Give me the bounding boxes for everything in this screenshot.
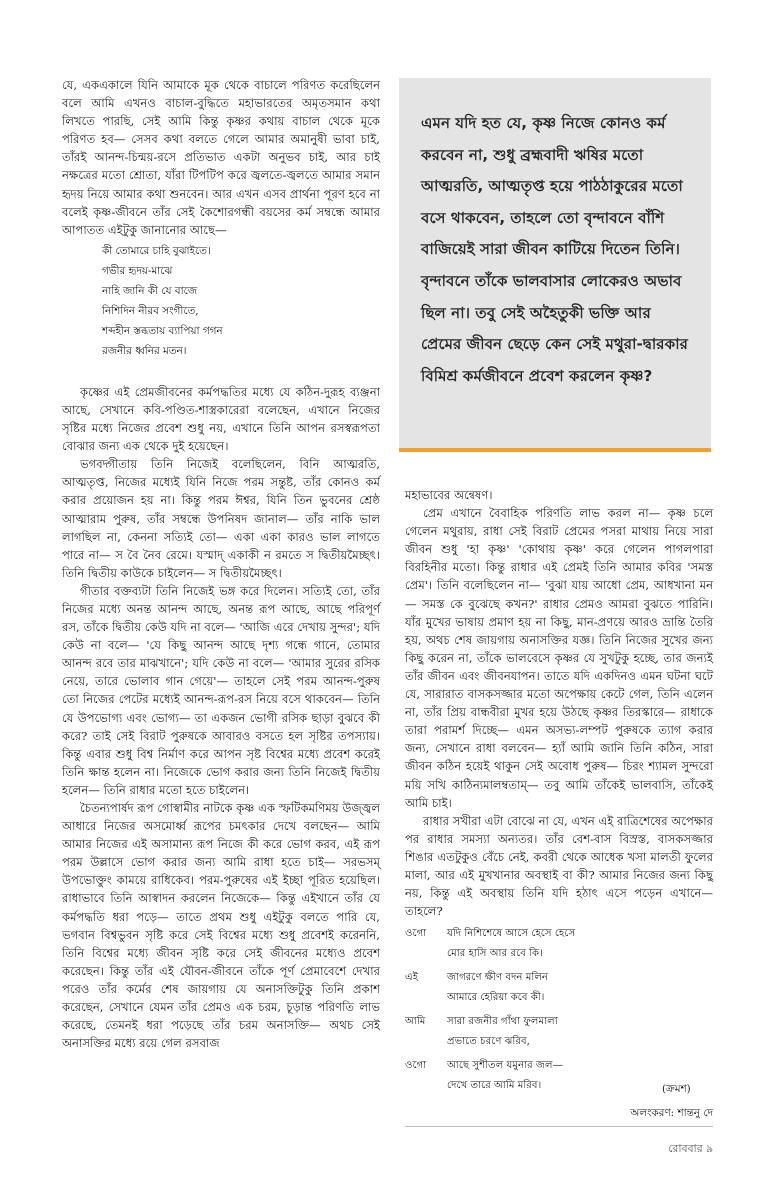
article-left-column xyxy=(62,76,380,1052)
pull-quote-accent-bar xyxy=(399,448,711,452)
song-line: দেখে তারে আমি মরিব। xyxy=(447,1080,542,1092)
poem-quote xyxy=(102,241,380,361)
song-line: সারা রজনীর গাঁথা ফুলমালা xyxy=(447,1016,558,1028)
song-speaker: আমি xyxy=(405,1016,426,1028)
song-quote xyxy=(405,924,713,1096)
footer-divider xyxy=(405,1126,713,1127)
poem-line: নিশিদিন নীরব সংগীতে, xyxy=(102,304,199,317)
page-number-label: রোববার ৯ xyxy=(668,1142,713,1155)
body-paragraph: মহাভাবের অন্বেষণ। xyxy=(405,488,493,502)
poem-line: কী তোমারে চাহি বুঝাইতে। xyxy=(102,244,211,257)
song-stanza xyxy=(405,968,713,1008)
poem-line: নাহি জানি কী যে বাজে xyxy=(102,284,198,297)
song-line: জাগরণে ক্ষীণ বদন মলিন xyxy=(447,972,548,984)
song-stanza xyxy=(405,924,713,964)
song-line: যদি নিশিশেষে আসে হেসে হেসে xyxy=(447,928,576,940)
body-paragraph: প্রেম এখানে বৈবাহিক পরিণতি লাভ করল না— কৃষ্ণ চলে গেলেন মথুরায়, রাধা সেই বিরাট প্রেমের পসরা মাথায় নিয়ে সারা জীবন শুধু 'হা কৃষ্ণ' 'কোথায় কৃষ্ণ' করে গেলেন পাগলপারা বিরহিনীর মতো। কিন্তু রাধার এই প্রেমই তিনি আমার কবির 'সমস্ত প্রেম'। তিনি বলেছিলেন না— 'বুঝা যায় আধো প্রেম, আধখানা মন— সমস্ত কে বুঝেছে কখন?' রাধার প্রেমও আমরা বুঝতে পারিনি। যাঁর মুখের ভাষায় প্রমাণ হয় না কিছু, মান-প্রণয়ে আরও ভ্রান্তি তৈরি হয়, অথচ শেষ জায়গায় অনাসক্তির যজ্ঞ। তিনি নিজের সুখের জন্য কিছু করেন না, তাঁকে ভালবেসে কৃষ্ণর যে সুখটুকু হচ্ছে, তার জন্যই তাঁর জীবন এবং জীবনযাপন। তাতে যদি একদিনও এমন ঘটনা ঘটে যে, সারারাত বাসকসজ্জার মতো অপেক্ষায় কেটে গেল, তিনি এলেন না, তাঁর প্রিয় বান্ধবীরা মুখর হয়ে উঠছে কৃষ্ণর তিরস্কারে— রাধাকে তারা পরামর্শ দিচ্ছে— এমন অসভ্য-লম্পট পুরুষকে ত্যাগ করার জন্য, সেখানে রাধা বলবেন— হ্যাঁ আমি জানি তিনি কঠিন, সারা জীবন কঠিন হয়েই থাকুন সেই অবোধ পুরুষ— চিরং শ্যামল সুন্দরো ময়ি সখি কাঠিন্যমালম্বতাম্— তবু আমি তাঁকেই ভালবাসি, তাঁকেই আমি চাই। xyxy=(405,506,713,810)
illustration-credit: অলংকরণ: শান্তনু দে xyxy=(630,1107,713,1119)
body-paragraph: ভগবদ্গীতায় তিনি নিজেই বলেছিলেন, বিনি আত্মরতি, আত্মতৃপ্ত, নিজের মধ্যেই যিনি নিজে পরম সন্তুষ্ট, তাঁর কোনও কর্ম করার প্রয়োজন হয় না। কিন্তু পরম ঈশ্বর, যিনি তিন ভুবনের শ্রেষ্ঠ আত্মারাম পুরুষ, তাঁর সম্বন্ধে উপনিষদ জানাল— তাঁর নাকি ভাল লাগছিল না, কেননা সত্যিই তো— একা একা কারও ভাল লাগতে পারে না— স বৈ নৈব রেমে। যস্মাদ্ একাকী ন রমতে স দ্বিতীয়মৈচ্ছৎ। তিনি দ্বিতীয় কাউকে চাইলেন— স দ্বিতীয়মৈচ্ছৎ। xyxy=(62,457,380,580)
song-stanza xyxy=(405,1012,713,1052)
poem-line: শব্দহীন স্তব্ধতায় ব্যাপিয়া গগন xyxy=(102,324,223,337)
song-line: প্রভাতে চরণে ঝরিব, xyxy=(447,1036,530,1048)
body-paragraph: রাধার সখীরা এটা বোঝে না যে, এখন এই রাত্রিশেষের অপেক্ষার পর রাধার সমস্যা অন্যতর। তাঁর বেশ-বাস বিস্রস্ত, বাসকসজ্জার শিঙার এতটুকুও বেঁচে নেই, কবরী থেকে আধেক খসা মালতী ফুলের মালা, আর এই মুখখানার অবস্থাই বা কী? আমার নিজের জন্য কিছু নয়, কিন্তু এই অবস্থায় তিনি যদি হঠাৎ এসে পড়েন এখানে— তাহলে? xyxy=(405,813,713,919)
pull-quote-box xyxy=(399,78,711,452)
body-paragraph: যে, একএকালে যিনি আমাকে মূক থেকে বাচালে পরিণত করেছিলেন বলে আমি এখনও বাচাল-বুদ্ধিতে মহাভারতের অমৃতসমান কথা লিখতে পারছি, সেই আমি কিন্তু কৃষ্ণর কথায় বাচাল থেকে মূকে পরিণত হব— সেসব কথা বলতে গেলে আমার অমানুষী ভাবা চাই, তাঁরই আনন্দ-চিন্ময়-রসে প্রতিভাত একটা অনুভব চাই, আর চাই নক্ষত্রের মতো শ্রোতা, যাঁরা টিপটিপ করে জ্বলতে-জ্বলতে আমার সমান হৃদয় নিয়ে আমার কথা শুনবেন। আর এখন এসব প্রার্থনা পূরণ হবে না বলেই কৃষ্ণ-জীবনে তাঁর সেই কৈশোরগন্ধী বয়সের কর্ম সম্বন্ধে আমার আপাতত এইটুকু জানানোর আছে— xyxy=(62,78,380,237)
body-paragraph: গীতার বক্তব্যটা তিনি নিজেই ভঙ্গ করে দিলেন। সত্যিই তো, তাঁর নিজের মধ্যে অনন্ত আনন্দ আছে, অনন্ত রূপ আছে, আছে পরিপূর্ণ রস, তাঁকে দ্বিতীয় কেউ যদি না বলে— 'আজি এরে দেখায় সুন্দর'; যদি কেউ না বলে— 'যে কিছু আনন্দ আছে দৃশ্য গন্ধে গানে, তোমার আনন্দ রবে তার মাঝখানে'; যদি কেউ না বলে— 'আমার সুরের রসিক নেয়ে, তারে ভোলাব গান গেয়ে'— তাহলে সেই পরম আনন্দ-পুরুষ তো নিজের পেটের মধ্যেই আনন্দ-রূপ-রস নিয়ে বসে থাকবেন— তিনি যে উপভোগ্য এবং ভোগ্য— তা একজন ভোগী রসিক ছাড়া বুঝবে কী করে? তাই সেই বিরাট পুরুষকে আবারও বসতে হল সৃষ্টির তপস্যায়। কিন্তু এবার শুধু বিশ্ব নির্মাণ করে আপন সৃষ্ট বিশ্বের মধ্যে প্রবেশ করেই তিনি ক্ষান্ত হলেন না। নিজেকে ভোগ করার জন্য তিনি নিজেই দ্বিতীয় হলেন— তিনি রাধার মতো হতে চাইলেন। xyxy=(62,583,380,797)
continued-marker: (ক্রমশ) xyxy=(662,1083,691,1095)
poem-line: গভীর হৃদয়-মাঝে xyxy=(102,264,173,277)
body-paragraph: চৈতন্যপার্ষদ রূপ গোস্বামীর নাটকে কৃষ্ণ এক স্ফটিকমণিময় উজ্জ্বল আধারে নিজের অসমোর্ধ্ব রূপের চমৎকার দেখে বলছেন— আমি আমার নিজের এই অসামান্য রূপ নিজে কী করে ভোগ করব, এই রূপ পরম উল্লাসে ভোগ করার জন্য আমি রাধা হতে চাই— সরভসম্ উপভোক্তুং কাময়ে রাধিকেব। পরম-পুরুষের এই ইচ্ছা পূরিত হয়েছিল। রাধাভাবে তিনি আস্বাদন করলেন নিজেকে— কিন্তু এইখানে তাঁর যে কর্মপদ্ধতি ধরা পড়ে— তাতে প্রথম শুধু এইটুকু বলতে পারি যে, ভগবান বিশ্বভুবন সৃষ্টি করে সেই বিশ্বের মধ্যে শুধু প্রবেশই করেননি, তিনি বিশ্বের মধ্যে জীবন সৃষ্টি করে সেই জীবনের মধ্যেও প্রবেশ করেছেন। কিন্তু তাঁর এই যৌবন-জীবনে তাঁকে পূর্ণ প্রেমাবেশে দেখার পরেও তাঁর কর্মের শেষ জায়গায় যে অনাসক্তিটুকু তিনি প্রকাশ করেছেন, সেখানে যেমন তাঁর প্রেমও এক চরম, চূড়ান্ত পরিণতি লাভ করেছে, তেমনই ধরা পড়েছে তাঁর চরম অনাসক্তি— অথচ সেই অনাসক্তির মধ্যে রয়ে গেল রসবাজ xyxy=(62,801,380,1051)
song-line: আমারে হেরিয়া কবে কী। xyxy=(447,992,545,1004)
article-right-column xyxy=(405,486,713,1100)
song-speaker: এই xyxy=(405,972,419,984)
song-speaker: ওগো xyxy=(405,1060,427,1072)
pull-quote-text: এমন যদি হত যে, কৃষ্ণ নিজে কোনও কর্ম করবেন না, শুধু ব্রহ্মবাদী ঋষির মতো আত্মরতি, আত্মতৃপ্ত হয়ে পাঠঠাকুরের মতো বসে থাকবেন, তাহলে তো বৃন্দাবনে বাঁশি বাজিয়েই সারা জীবন কাটিয়ে দিতেন তিনি। বৃন্দাবনে তাঁকে ভালবাসার লোকেরও অভাব ছিল না। তবু সেই অহৈতুকী ভক্তি আর প্রেমের জীবন ছেড়ে কেন সেই মথুরা-দ্বারকার বিমিশ্র কর্মজীবনে প্রবেশ করলেন কৃষ্ণ? xyxy=(421,114,689,385)
song-line: আছে সুশীতল যমুনার জল— xyxy=(447,1060,563,1072)
song-line: মোর হাসি আর রবে কি। xyxy=(447,948,543,960)
body-paragraph: কৃষ্ণের এই প্রেমজীবনের কর্মপদ্ধতির মধ্যে যে কঠিন-দুরূহ ব্যঞ্জনা আছে, সেখানে কবি-পণ্ডিত-শাস্ত্রকারেরা বলেছেন, এখানে নিজের সৃষ্টির মধ্যে নিজের প্রবেশ শুধু নয়, এখানে তিনি আপন রসস্বরূপতা বোঝার জন্য এক থেকে দুই হয়েছেন। xyxy=(62,384,380,454)
song-speaker: ওগো xyxy=(405,928,427,940)
poem-line: রজনীর ধ্বনির মতন। xyxy=(102,344,187,357)
